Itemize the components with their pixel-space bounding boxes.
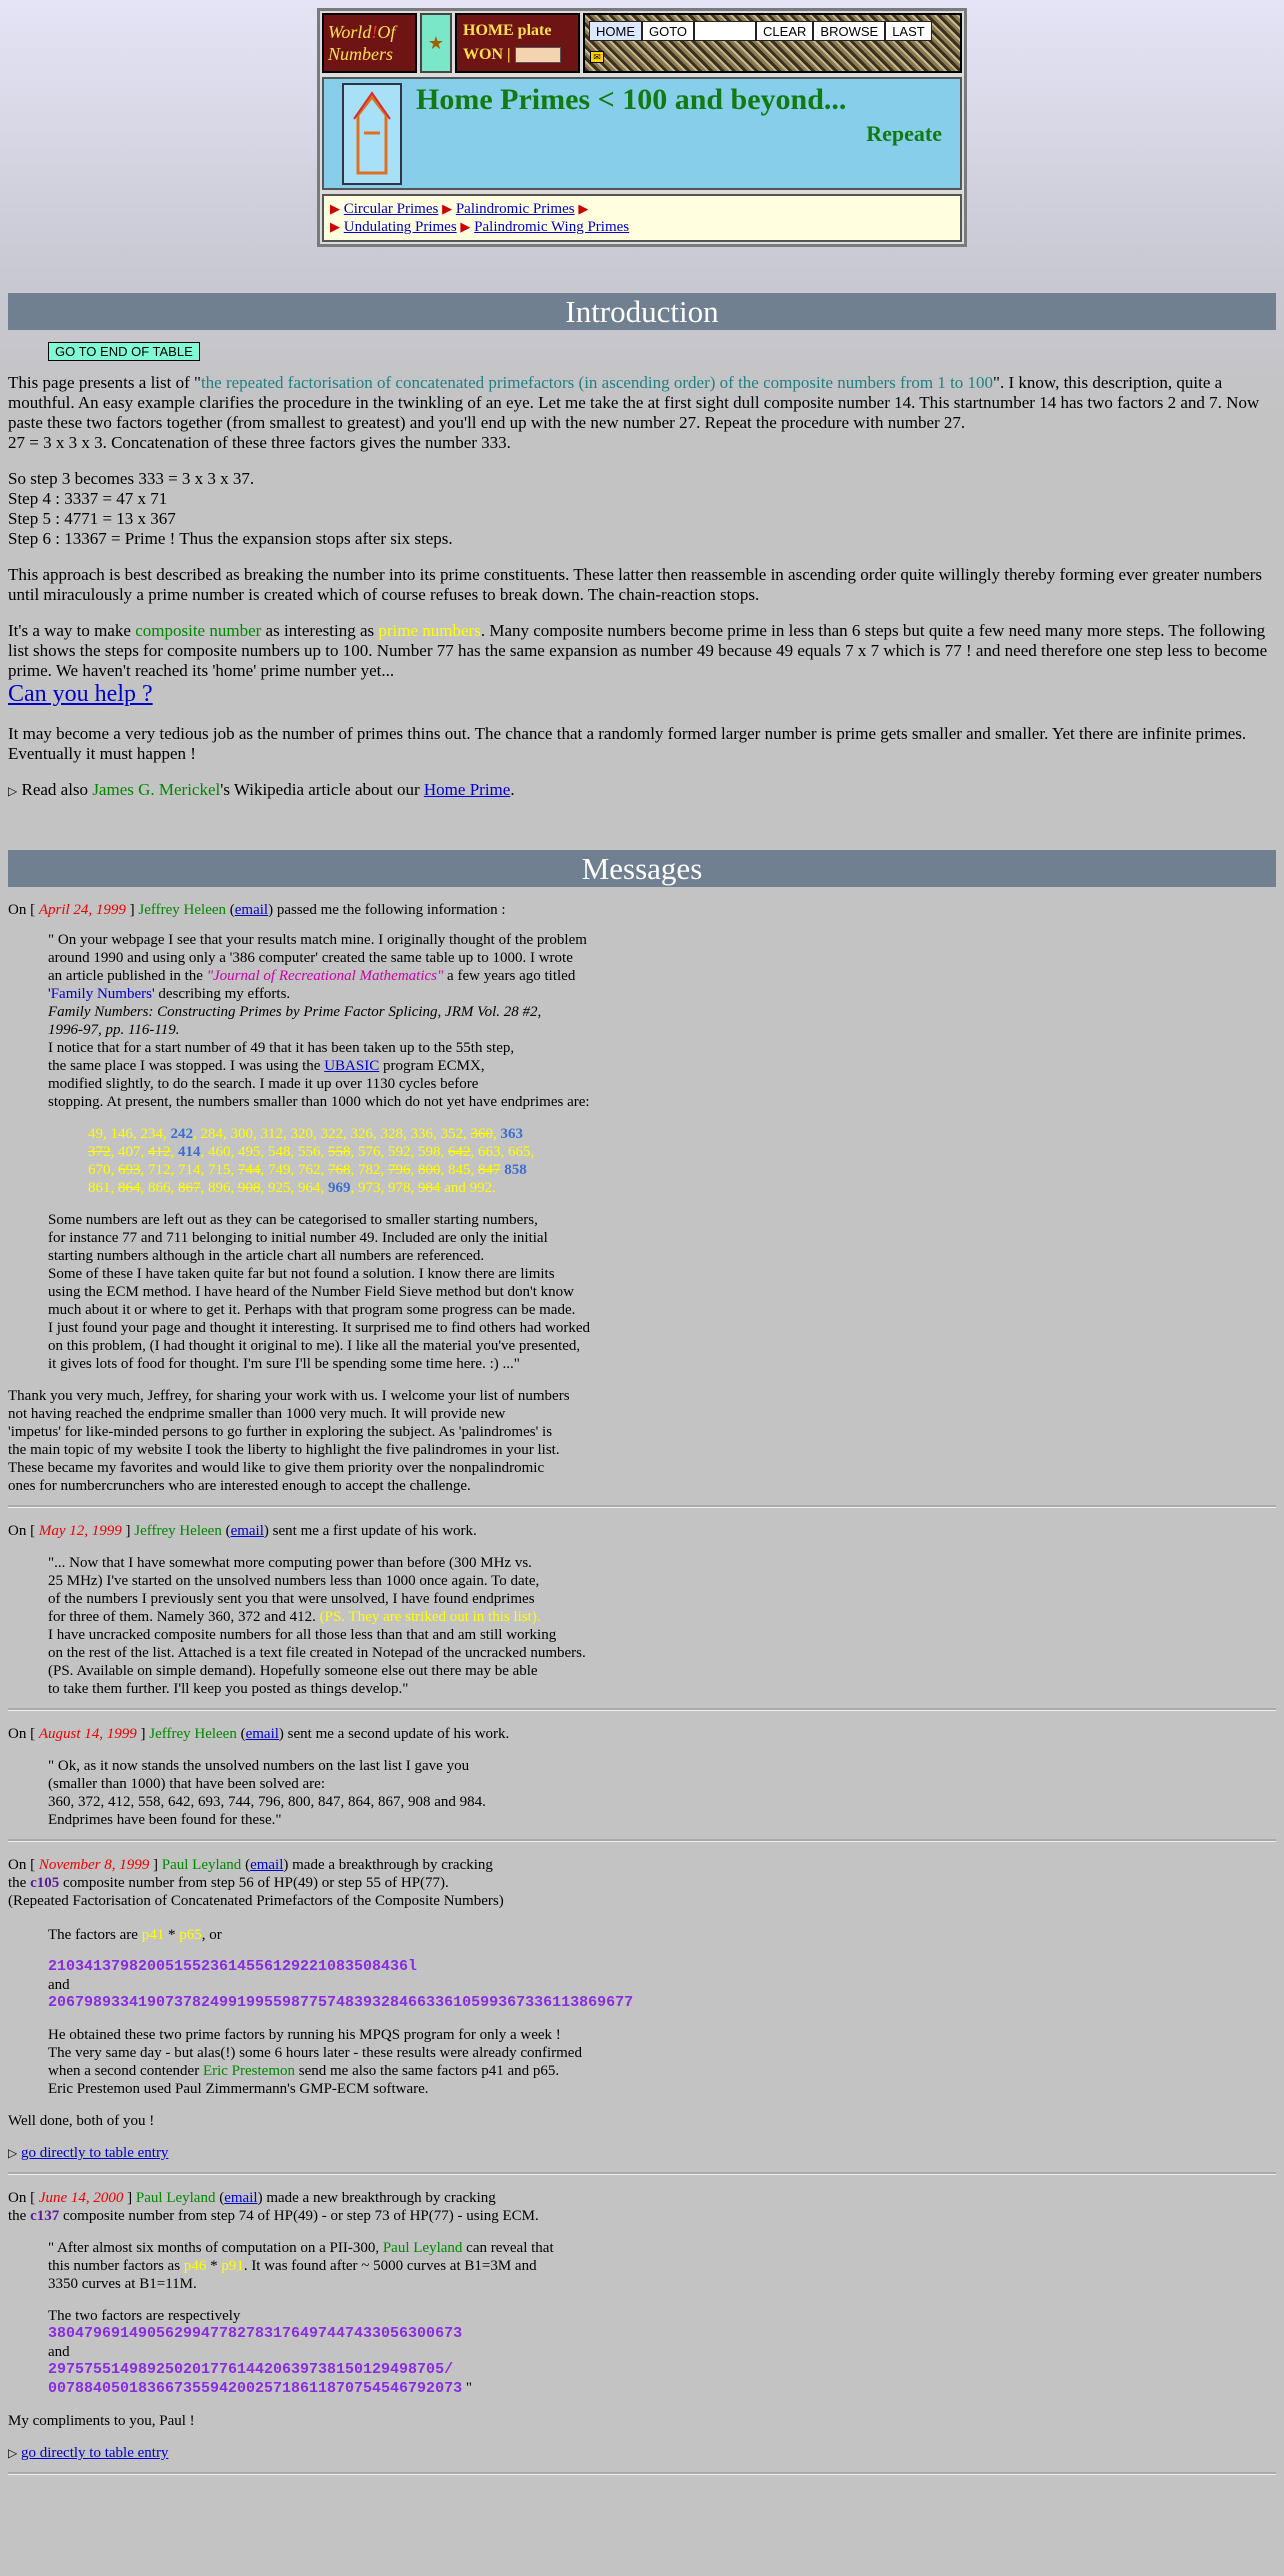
red-triangle-icon: ▶ xyxy=(578,201,589,216)
house-icon xyxy=(342,83,402,185)
factor-p91-line2: 0078840501836673559420025718611870754546792073 xyxy=(48,2380,463,2397)
divider xyxy=(8,1505,1276,1508)
factor-p91-line1: 29757551498925020177614420639738150129498705/ xyxy=(48,2361,454,2378)
approach-paragraph: This approach is best described as breaking the number into its prime constituents. These latter then reassemble in ascending order quite willingly thereby forming ever greater numbers until miraculously a prime number is created which of course refuses to break down. The chain-reaction stops. xyxy=(8,565,1263,604)
last-button[interactable]: LAST xyxy=(885,21,932,41)
red-triangle-icon: ▶ xyxy=(460,219,471,234)
ubasic-link[interactable]: UBASIC xyxy=(324,1058,380,1074)
pointing-hand-icon: ▷ xyxy=(8,784,18,798)
link-palindromic-primes[interactable]: Palindromic Primes xyxy=(455,201,575,217)
email-link[interactable]: email xyxy=(234,902,269,918)
divider xyxy=(8,1708,1276,1711)
tedious-paragraph: It may become a very tedious job as the number of primes thins out. The chance that a randomly formed larger number is prime gets smaller and smaller. Yet there are infinite primes. Eventually it must happen ! xyxy=(8,724,1247,763)
goto-input[interactable] xyxy=(694,21,756,41)
unsolved-numbers-list: 49, 146, 234, 242, 284, 300, 312, 320, 322, 326, 328, 336, 352, 360, 363 372, 407, 412, 414, 460, 495, 548, 556, 558, 576, 592, 598, 642, 663, 665, 670, 693, 712, 714, 715, 744, 749, 762, 768, 782, 796, 800, 845, 847 858 861, 864, 866, 867, 896, 908, 925, 964, 969, 973, 978, 984 and 992. xyxy=(88,1126,535,1196)
go-to-table-entry-link[interactable]: go directly to table entry xyxy=(20,2145,169,2161)
email-link[interactable]: email xyxy=(250,1857,284,1873)
pointing-hand-icon: ▷ xyxy=(8,2146,18,2160)
composite-paragraph: It's a way to make composite number as interesting as prime numbers. Many composite numbers become prime in less than 6 steps but quite a few need many more steps. The following list shows the steps for composite numbers up to 100. Number 77 has the same expansion as number 49 because 49 equals 7 x 7 which is 77 ! and need therefore one step less to become prime. We haven't reached its 'home' prime number yet... xyxy=(8,621,1268,680)
goto-button[interactable]: GOTO xyxy=(642,21,694,41)
pointing-hand-icon: ▷ xyxy=(8,2446,18,2460)
introduction-heading: Introduction xyxy=(8,293,1276,330)
messages-heading: Messages xyxy=(8,850,1276,887)
can-you-help-link[interactable]: Can you help ? xyxy=(8,681,153,707)
related-links xyxy=(322,194,962,242)
factor-p46: 3804796914905629947782783176497447433056300673 xyxy=(48,2325,463,2342)
site-header xyxy=(317,8,967,247)
message-3: On [ August 14, 1999 ] Jeffrey Heleen (email) sent me a second update of his work. " Ok, as it now stands the unsolved numbers on the last list I gave you (smaller than 1000) that have been solved are: 360, 372, 412, 558, 642, 693, 744, 796, 800, 847, 864, 867, 908 and 984. Endprimes have been found for these." xyxy=(8,1726,510,1828)
page-title: Home Primes < 100 and beyond... xyxy=(416,83,847,116)
email-link[interactable]: email xyxy=(245,1726,279,1742)
steps-list: So step 3 becomes 333 = 3 x 3 x 37. Step 4 : 3337 = 47 x 71 Step 5 : 4771 = 13 x 367 Step 6 : 13367 = Prime ! Thus the expansion stops after six steps. xyxy=(8,469,453,548)
go-to-end-button[interactable]: GO TO END OF TABLE xyxy=(48,342,200,361)
message-5: On [ June 14, 2000 ] Paul Leyland (email) made a new breakthrough by cracking the c137 composite number from step 74 of HP(49) - or step 73 of HP(77) - using ECM. " After almost six months of computation on a PII-300, Paul Leyland can reveal that this number factors as p46 * p91. It was found after ~ 5000 curves at B1=3M and 3350 curves at B1=11M. The two factors are respectively 3804796914905629947782783176497447433056300673 and 29757551498925020177614420639738150129498705/ 0078840501836673559420025718611870754546792073 " My compliments to you, Paul ! ▷ go directly to table entry xyxy=(8,2189,1276,2462)
link-palindromic-wing-primes[interactable]: Palindromic Wing Primes xyxy=(474,219,630,235)
read-also-line: ▷ Read also James G. Merickel's Wikipedia article about our Home Prime. xyxy=(8,780,515,799)
browse-button[interactable]: BROWSE xyxy=(813,21,885,41)
factor-p41: 2103413798200515523614556129221083508436l xyxy=(48,1958,418,1975)
red-triangle-icon: ▶ xyxy=(442,201,453,216)
coin-icon[interactable]: ★ xyxy=(420,13,452,73)
clear-button[interactable]: CLEAR xyxy=(756,21,813,41)
divider xyxy=(8,2472,1276,2475)
divider xyxy=(8,2172,1276,2175)
go-to-table-entry-link[interactable]: go directly to table entry xyxy=(20,2445,169,2461)
email-link[interactable]: email xyxy=(224,2190,258,2206)
factor-p65: 20679893341907378249919955987757483932846633610599367336113869677 xyxy=(48,1994,634,2011)
home-plate-logo[interactable]: HOME plate WON | xyxy=(455,13,580,73)
red-triangle-icon: ▶ xyxy=(330,219,340,234)
message-2: On [ May 12, 1999 ] Jeffrey Heleen (email) sent me a first update of his work. "... Now that I have somewhat more computing power than before (300 MHz vs. 25 MHz) I've started on the unsolved numbers less than 1000 once again. To date, of the numbers I previously sent you that were unsolved, I have found endprimes for three of them. Namely 360, 372 and 412. (PS. They are striked out in this list). I have uncracked composite numbers for all those less than that and am still working on the rest of the list. Attached is a text file created in Notepad of the uncracked numbers. (PS. Available on simple demand). Hopefully someone else out there may be able to take them further. I'll keep you posted as things develop." xyxy=(8,1523,586,1697)
nav-toolbar xyxy=(583,13,962,73)
title-banner xyxy=(322,77,962,190)
email-link[interactable]: email xyxy=(230,1523,264,1539)
link-undulating-primes[interactable]: Undulating Primes xyxy=(343,219,457,235)
home-prime-link[interactable]: Home Prime xyxy=(423,780,511,799)
message-1: On [ April 24, 1999 ] Jeffrey Heleen (email) passed me the following information : " On your webpage I see that your results match mine. I originally thought of the problem around 1990 and using only a '386 computer' created the same table up to 1000. I wrote an article published in the "Journal of Recreational Mathematics" a few years ago titled 'Family Numbers' describing my efforts. Family Numbers: Constructing Primes by Prime Factor Splicing, JRM Vol. 28 #2, 1996-97, pp. 116-119. I notice that for a start number of 49 that it has been taken up to the 55th step, the same place I was stopped. I was using the UBASIC program ECMX, modified slightly, to do the search. I made it up over 1130 cycles before stopping. At present, the numbers smaller than 1000 which do not yet have endprimes are: 49, 146, 234, 242, 284, 300, 312, 320, 322, 326, 328, 336, 352, 360, 363 372, 407, 412, 414, 460, 495, 548, 556, 558, 576, 592, 598, 642, 663, 665, 670, 693, 712, 714, 715, 744, 749, 762, 768, 782, 796, 800, 845, 847 858 861, 864, 866, 867, 896, 908, 925, 964, 969, 973, 978, 984 and 992. Some numbers are left out as they can be categorised to smaller starting numbers, for instance 77 and 711 belonging to initial number 49. Included are only the initial starting numbers although in the article chart all numbers are referenced. Some of these I have taken quite far but not found a solution. I know there are limits using the ECM method. I have heard of the Number Field Sieve method but don't know much about it or where to get it. Perhaps with that program some progress can be made. I just found your page and thought it interesting. It surprised me to find others had worked on this problem, (I had thought it original to me). I like all the material you've presented, it gives lots of food for thought. I'm sure I'll be spending some time here. :) ..." Thank you very much, Jeffrey, for sharing your work with us. I welcome your list of numbers not having reached the endprime smaller than 1000 very much. It will provide new 'impetus' for like-minded persons to go further in exploring the subject. As 'palindromes' is the main topic of my website I took the liberty to highlight the five palindromes in your list. These became my favorites and would like to give them priority over the nonpalindromic ones for numbercrunchers who are interested enough to accept the challenge. xyxy=(8,901,1276,1495)
red-triangle-icon: ▶ xyxy=(330,201,340,216)
marquee-text: Repeate xyxy=(866,121,942,146)
link-circular-primes[interactable]: Circular Primes xyxy=(343,201,439,217)
message-4: On [ November 8, 1999 ] Paul Leyland (email) made a breakthrough by cracking the c105 composite number from step 56 of HP(49) or step 55 of HP(77). (Repeated Factorisation of Concatenated Primefactors of the Composite Numbers) The factors are p41 * p65, or 2103413798200515523614556129221083508436l and 20679893341907378249919955987757483932846633610599367336113869677 He obtained these two prime factors by running his MPQS program for only a week ! The very same day - but alas(!) some 6 hours later - these results were already confirmed when a second contender Eric Prestemon send me also the same factors p41 and p65. Eric Prestemon used Paul Zimmermann's GMP-ECM software. Well done, both of you ! ▷ go directly to table entry xyxy=(8,1856,1276,2162)
home-button[interactable]: HOME xyxy=(589,21,642,41)
divider xyxy=(8,1839,1276,1842)
mail-icon[interactable]: ✉ xyxy=(590,51,604,63)
intro-paragraph: This page presents a list of "the repeated factorisation of concatenated primefactors (in ascending order) of the composite numbers from 1 to 100". I know, this description, quite a mouthful. An easy example clarifies the procedure in the twinkling of an eye. Let me take the at first sight dull composite number 14. This startnumber 14 has two factors 2 and 7. Now paste these two factors together (from smallest to greatest) and you'll end up with the new number 27. Repeat the procedure with number 27. 27 = 3 x 3 x 3. Concatenation of these three factors gives the number 333. xyxy=(8,373,1260,452)
world-of-numbers-logo[interactable]: World!Of Numbers xyxy=(322,13,417,73)
